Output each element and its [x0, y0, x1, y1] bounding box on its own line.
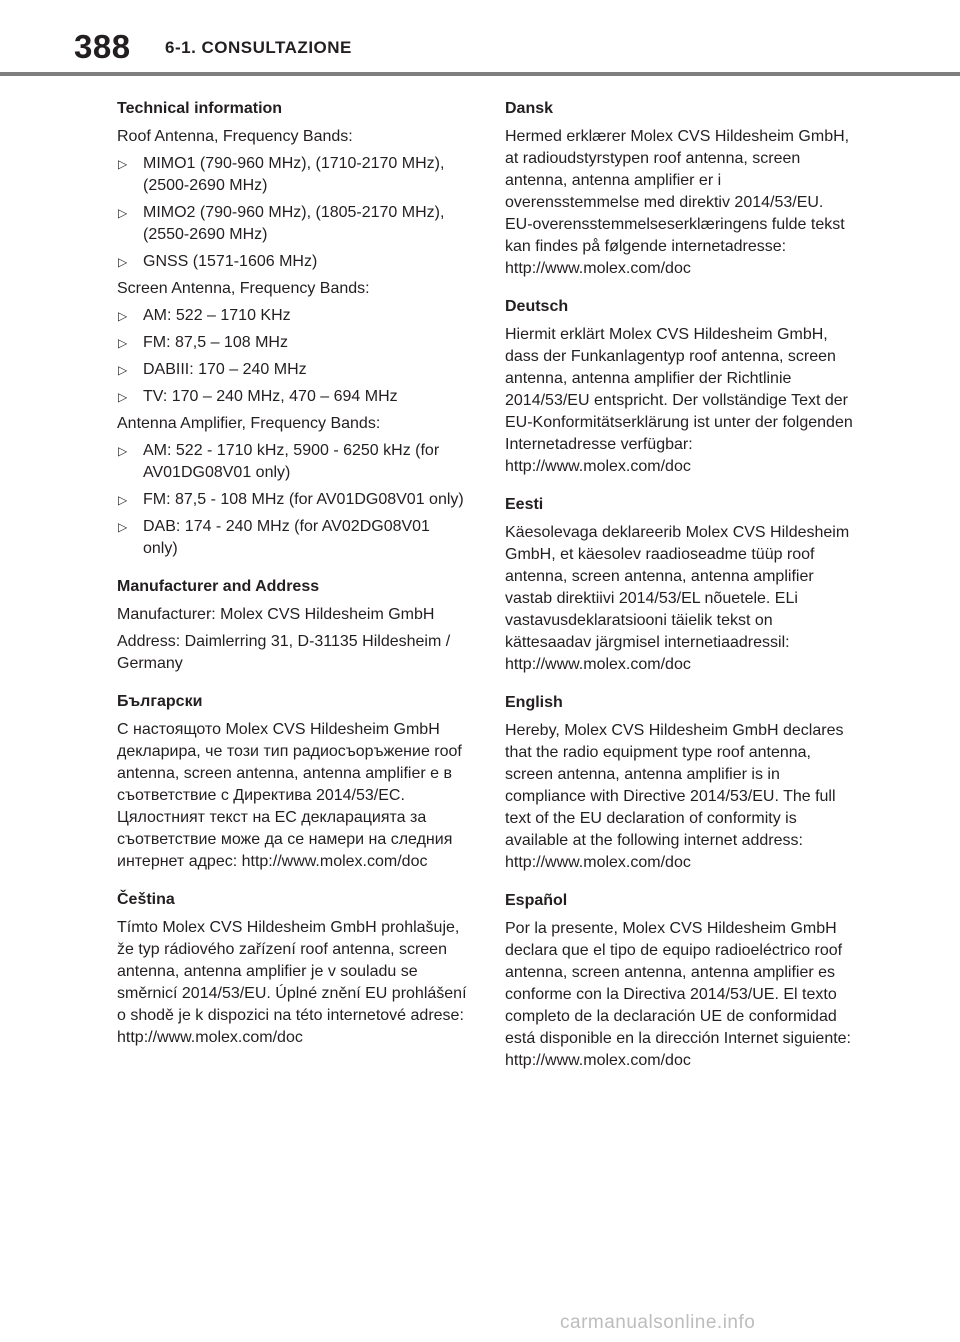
- lang-text: Tímto Molex CVS Hildesheim GmbH prohlašuje, že typ rádiového zařízení roof antenna, screen antenna, antenna amplifier je v souladu se směrnicí 2014/53/EU. Úplné znění EU prohlášení o shodě je k dispozici na této internetové adrese: http://www.molex.com/doc: [117, 919, 467, 1046]
- left-column: [117, 92, 467, 1054]
- lang-section-et: [505, 494, 855, 676]
- lang-section-de: [505, 296, 855, 478]
- triangle-bullet-icon: ▷: [118, 336, 128, 350]
- lang-heading: Deutsch: [505, 298, 569, 315]
- triangle-bullet-icon: ▷: [118, 363, 128, 377]
- manufacturer-name: Manufacturer: Molex CVS Hildesheim GmbH: [117, 606, 435, 623]
- technical-info-heading: Technical information: [117, 100, 283, 117]
- triangle-bullet-icon: ▷: [118, 157, 128, 171]
- manufacturer-section: [117, 576, 467, 675]
- triangle-bullet-icon: ▷: [118, 520, 128, 534]
- triangle-bullet-icon: ▷: [118, 206, 128, 220]
- lang-section-da: [505, 98, 855, 280]
- roof-bands-list: [117, 153, 467, 273]
- list-item: ▷ MIMO1 (790-960 MHz), (1710-2170 MHz), (2500-2690 MHz): [118, 155, 445, 194]
- roof-antenna-label: Roof Antenna, Frequency Bands:: [117, 128, 353, 145]
- lang-heading: Español: [505, 892, 568, 909]
- lang-section-bg: [117, 691, 467, 873]
- screen-antenna-label: Screen Antenna, Frequency Bands:: [117, 280, 370, 297]
- lang-heading: English: [505, 694, 563, 711]
- triangle-bullet-icon: ▷: [118, 444, 128, 458]
- list-item: ▷ DABIII: 170 – 240 MHz: [117, 359, 467, 381]
- list-item: ▷ TV: 170 – 240 MHz, 470 – 694 MHz: [117, 386, 467, 408]
- lang-text: Hermed erklærer Molex CVS Hildesheim GmbH, at radioudstyrstypen roof antenna, screen antenna, antenna amplifier er i overensstemmelse med direktiv 2014/53/EU. EU-overensstemmelseserklæringens fulde tekst kan findes på følgende internetadresse: http://www.molex.com/doc: [505, 128, 850, 277]
- amplifier-label: Antenna Amplifier, Frequency Bands:: [117, 415, 381, 432]
- list-item: ▷ FM: 87,5 - 108 MHz (for AV01DG08V01 only): [117, 489, 467, 511]
- lang-text: Por la presente, Molex CVS Hildesheim GmbH declara que el tipo de equipo radioeléctrico roof antenna, screen antenna, antenna amplifier es conforme con la Directiva 2014/53/UE. El texto completo de la declaración UE de conformidad está disponible en la dirección Internet siguiente: http://www.molex.com/doc: [505, 920, 851, 1069]
- list-item: ▷ FM: 87,5 – 108 MHz: [117, 332, 467, 354]
- manufacturer-address: Address: Daimlerring 31, D-31135 Hildesheim / Germany: [117, 633, 451, 672]
- screen-bands-list: [117, 305, 467, 408]
- triangle-bullet-icon: ▷: [118, 493, 128, 507]
- list-item: ▷ MIMO2 (790-960 MHz), (1805-2170 MHz), (2550-2690 MHz): [118, 204, 445, 243]
- header-rule: [0, 72, 960, 76]
- lang-heading: Čeština: [117, 891, 175, 908]
- triangle-bullet-icon: ▷: [118, 255, 128, 269]
- list-item: ▷ AM: 522 – 1710 KHz: [117, 305, 467, 327]
- lang-section-cs: [117, 889, 467, 1049]
- watermark: carmanualsonline.info: [560, 1312, 756, 1333]
- lang-text: Käesolevaga deklareerib Molex CVS Hildesheim GmbH, et käesolev raadioseadme tüüp roof antenna, screen antenna, antenna amplifier vastab direktiivi 2014/53/EL nõuetele. ELi vastavusdeklaratsiooni täielik tekst on kättesaadav järgmisel internetiaadressil: http://www.molex.com/doc: [505, 524, 850, 673]
- lang-text: Hereby, Molex CVS Hildesheim GmbH declares that the radio equipment type roof antenna, screen antenna, antenna amplifier is in compliance with Directive 2014/53/EU. The full text of the EU declaration of conformity is available at the following internet address: http://www.molex.com/doc: [505, 722, 844, 871]
- amplifier-bands-list: [117, 440, 467, 560]
- list-item: ▷ GNSS (1571-1606 MHz): [117, 251, 467, 273]
- right-column: [505, 92, 855, 1077]
- lang-heading: Eesti: [505, 496, 544, 513]
- lang-heading: Dansk: [505, 100, 554, 117]
- triangle-bullet-icon: ▷: [118, 309, 128, 323]
- page-header: [0, 0, 960, 76]
- lang-heading: Български: [117, 693, 203, 710]
- lang-text: Hiermit erklärt Molex CVS Hildesheim GmbH, dass der Funkanlagentyp roof antenna, screen antenna, antenna amplifier der Richtlinie 2014/53/EU entspricht. Der vollständige Text der EU-Konformitätserklärung ist unter der folgenden Internetadresse verfügbar: http://www.molex.com/doc: [505, 326, 853, 475]
- list-item: ▷ AM: 522 - 1710 kHz, 5900 - 6250 kHz (for AV01DG08V01 only): [118, 442, 440, 481]
- page-number: 388: [74, 28, 131, 65]
- manufacturer-heading: Manufacturer and Address: [117, 578, 320, 595]
- list-item: ▷ DAB: 174 - 240 MHz (for AV02DG08V01 only): [118, 518, 430, 557]
- lang-section-es: [505, 890, 855, 1072]
- lang-text: С настоящото Molex CVS Hildesheim GmbH декларира, че този тип радиосъоръжение roof antenna, screen antenna, antenna amplifier е в съответствие с Директива 2014/53/ЕС. Цялостният текст на ЕС декларацията за съответствие може да се намери на следния интернет адрес: http://www.molex.com/doc: [117, 721, 462, 870]
- lang-section-en: [505, 692, 855, 874]
- section-title: 6-1. CONSULTAZIONE: [165, 38, 352, 57]
- triangle-bullet-icon: ▷: [118, 390, 128, 404]
